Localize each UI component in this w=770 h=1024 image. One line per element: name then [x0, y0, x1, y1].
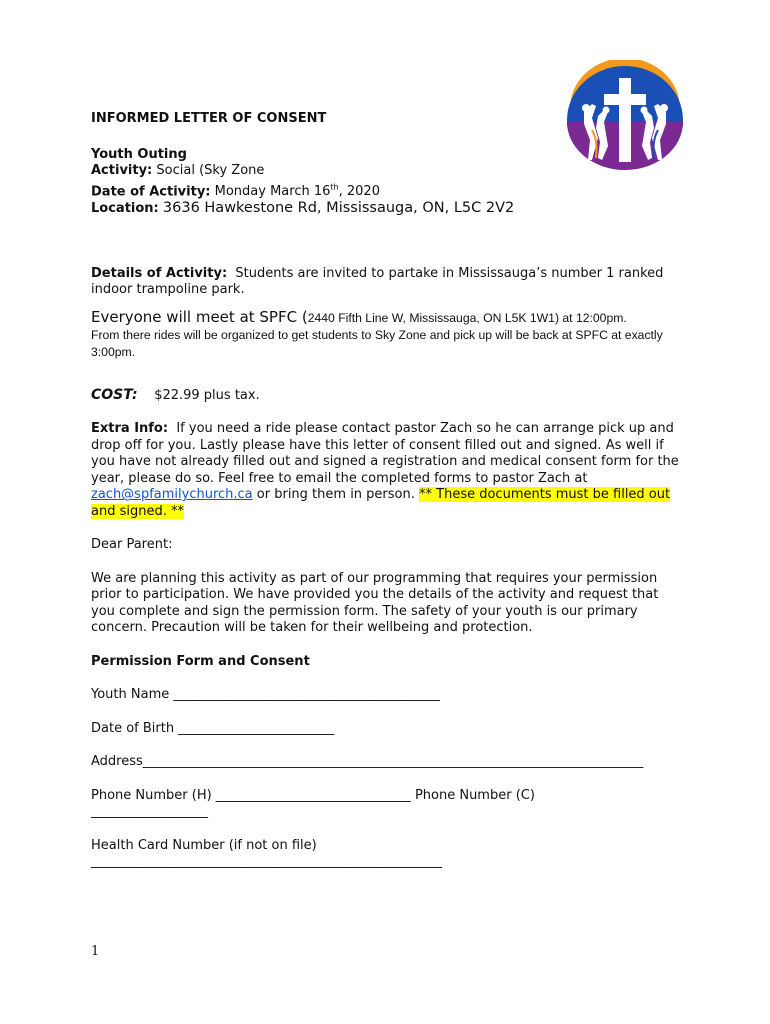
date-value: Monday March 16th, 2020	[214, 182, 380, 199]
meeting-address: 2440 Fifth Line W, Mississauga, ON L5K 1W1) at 12:00pm.	[307, 310, 627, 325]
activity-line	[91, 163, 681, 180]
location-value: 3636 Hawkestone Rd, Mississauga, ON, L5C 2V2	[162, 200, 515, 217]
salutation: Dear Parent:	[91, 537, 173, 553]
details-text: Students are invited to partake in Mississauga’s number 1 ranked indoor trampoline park.	[91, 265, 664, 298]
phone-home-field[interactable]: Phone Number (H) ______________________________ Phone Number (C)	[91, 787, 535, 803]
meeting-lead: Everyone will meet at SPFC (	[91, 307, 308, 326]
email-link[interactable]: zach@spfamilychurch.ca	[91, 487, 253, 503]
date-line	[91, 180, 681, 201]
date-label: Date of Activity:	[91, 183, 211, 199]
cost-value: $22.99 plus tax.	[154, 387, 260, 403]
meeting-details: From there rides will be organized to get students to Sky Zone and pick up will be back at SPFC at exactly 3:00pm.	[91, 327, 663, 359]
outing-heading: Youth Outing	[91, 146, 187, 162]
address-field[interactable]: Address_____________________________________________________________________________	[91, 754, 644, 770]
health-card-label: Health Card Number (if not on file)	[91, 837, 317, 853]
details-label: Details of Activity:	[91, 265, 228, 281]
body-paragraph: We are planning this activity as part of our programming that requires your permission prior to participation. We have provided you the details of the activity and request that you complete and sign the permission form. The safety of your youth is our primary concern. Precaution will be taken for their wellbeing and protection.	[91, 570, 659, 636]
letter-body	[91, 111, 681, 871]
extra-info-paragraph	[91, 421, 681, 520]
highlighted-notice: ** These documents must be filled out and signed. **	[91, 487, 671, 519]
location-line	[91, 200, 681, 218]
document-title: INFORMED LETTER OF CONSENT	[91, 111, 327, 126]
meeting-paragraph	[91, 309, 681, 361]
activity-label: Activity:	[91, 163, 153, 178]
health-card-field[interactable]: ______________________________________________________	[91, 854, 442, 870]
cost-line	[91, 387, 681, 405]
form-heading: Permission Form and Consent	[91, 653, 310, 669]
activity-value: Social (Sky Zone	[156, 163, 265, 178]
location-label: Location:	[91, 201, 159, 217]
cost-label: COST:	[91, 386, 138, 403]
extra-info-text: If you need a ride please contact pastor Zach so he can arrange pick up and drop off for you. Lastly please have this letter of consent filled out and signed. As well if you have not already filled out and signed a registration and medical consent form for the year, please do so. Feel free to email the completed forms to pastor Zach at	[91, 421, 679, 486]
youth-name-field[interactable]: Youth Name _________________________________________	[91, 687, 440, 703]
page-number: 1	[91, 944, 100, 959]
date-of-birth-field[interactable]: Date of Birth ________________________	[91, 720, 335, 736]
phone-cell-field[interactable]: __________________	[91, 804, 208, 820]
extra-info-label: Extra Info:	[91, 421, 169, 437]
details-paragraph	[91, 266, 681, 299]
extra-info-after-email: or bring them in person.	[256, 487, 415, 503]
